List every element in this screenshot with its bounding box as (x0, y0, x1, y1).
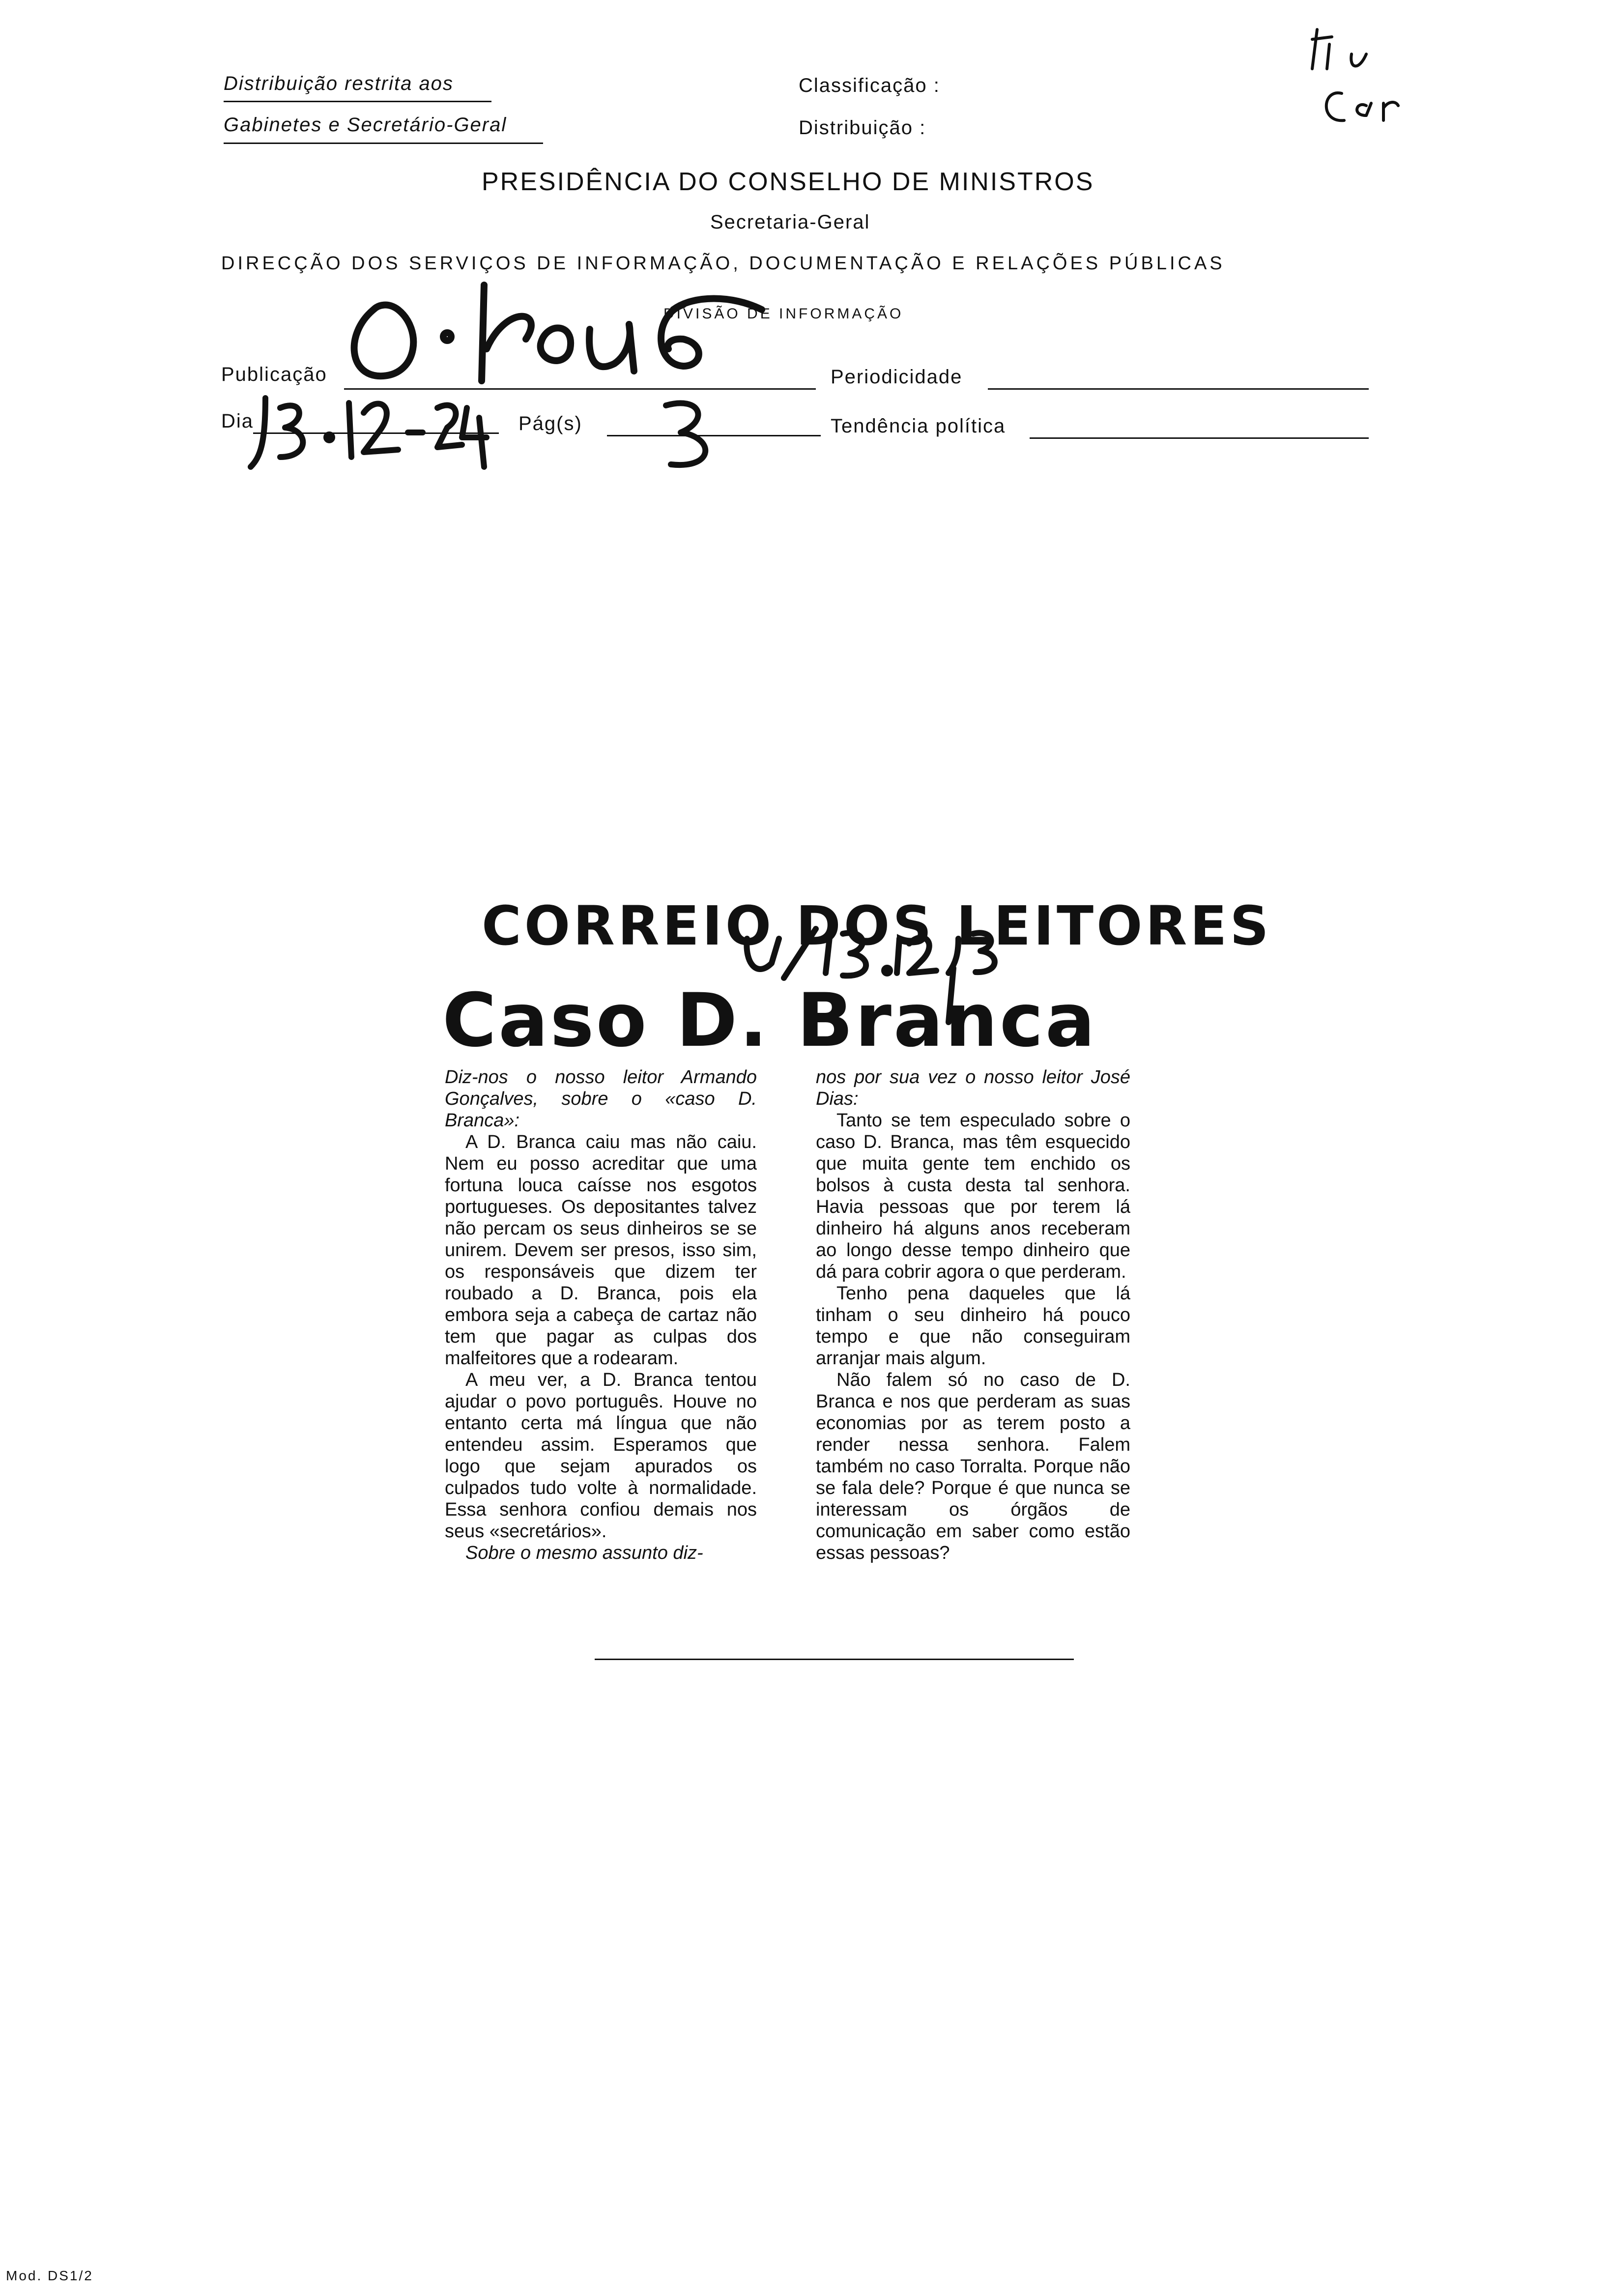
classification-label: Classificação : (799, 75, 940, 96)
periodicidade-line (988, 388, 1369, 390)
pags-label: Pág(s) (518, 413, 582, 434)
dia-label: Dia (221, 410, 254, 432)
handwritten-clipping-ref (737, 919, 1042, 1027)
column-1-transition: Sobre o mesmo assunto diz- (465, 1543, 703, 1563)
column-2-paragraph: Tenho pena daqueles que lá tinham o seu dinheiro há pouco tempo e que não conseguiram arranjar mais algum. (816, 1283, 1130, 1369)
clipping-rule (595, 1659, 1074, 1660)
clipping-column-1 (445, 1066, 757, 1564)
handwritten-date (231, 388, 506, 477)
clipping-column-2 (816, 1066, 1130, 1564)
handwritten-publication (339, 275, 791, 393)
publicacao-label: Publicação (221, 364, 327, 385)
clipping-headline: Caso D. Branca (442, 978, 1097, 1063)
column-2-paragraph: Não falem só no caso de D. Branca e nos que perderam as suas economias por as terem posto a render nessa senhora. Falem também no caso Torralta. Porque não se fala dele? Porque é que nunca se interessam os órgãos de comunicação em saber como estão essas pessoas? (816, 1370, 1130, 1563)
clipping-banner: CORREIO DOS LEITORES (482, 894, 1272, 957)
column-1-paragraph: A D. Branca caiu mas não caiu. Nem eu posso acreditar que uma fortuna louca caísse nos esgotos portugueses. Os depositantes talvez não percam os seus dinheiros se se unirem. Devem ser presos, isso sim, os responsáveis que dizem ter roubado a D. Branca, pois ela embora seja a cabeça de cartaz não tem que pagar as culpas dos malfeitores que a rodearam. (445, 1132, 757, 1369)
page-title: PRESIDÊNCIA DO CONSELHO DE MINISTROS (482, 168, 1094, 196)
distribution-note-line2: Gabinetes e Secretário-Geral (224, 114, 507, 136)
direction-heading: DIRECÇÃO DOS SERVIÇOS DE INFORMAÇÃO, DOCUMENTAÇÃO E RELAÇÕES PÚBLICAS (221, 253, 1225, 274)
column-1-paragraph: A meu ver, a D. Branca tentou ajudar o povo português. Houve no entanto certa má língua que não entendeu assim. Esperamos que logo que sejam apurados os culpados tudo volte à normalidade. Essa senhora confiou demais nos seus «secretários». (445, 1370, 757, 1542)
form-code: Mod. DS1/2 (6, 2268, 93, 2283)
column-2-intro: nos por sua vez o nosso leitor José Dias: (816, 1067, 1130, 1109)
tendencia-label: Tendência política (831, 415, 1006, 437)
tendencia-line (1030, 437, 1369, 439)
handwritten-corner-note (1297, 20, 1415, 133)
column-1-intro: Diz-nos o nosso leitor Armando Gonçalves, sobre o «caso D. Branca»: (445, 1067, 757, 1131)
division-heading: DIVISÃO DE INFORMAÇÃO (663, 306, 904, 322)
handwritten-page (656, 396, 720, 474)
divider (224, 143, 543, 144)
distribution-note-line1: Distribuição restrita aos (224, 73, 454, 94)
page-subtitle: Secretaria-Geral (710, 211, 870, 233)
distribution-label: Distribuição : (799, 117, 926, 139)
periodicidade-label: Periodicidade (831, 366, 963, 388)
divider (224, 101, 491, 102)
column-2-paragraph: Tanto se tem especulado sobre o caso D. Branca, mas têm esquecido que muita gente tem enchido os bolsos à custa desta tal senhora. Havia pessoas que por terem lá dinheiro há alguns anos receberam ao longo desse tempo dinheiro que dá para cobrir agora o que perderam. (816, 1110, 1130, 1282)
